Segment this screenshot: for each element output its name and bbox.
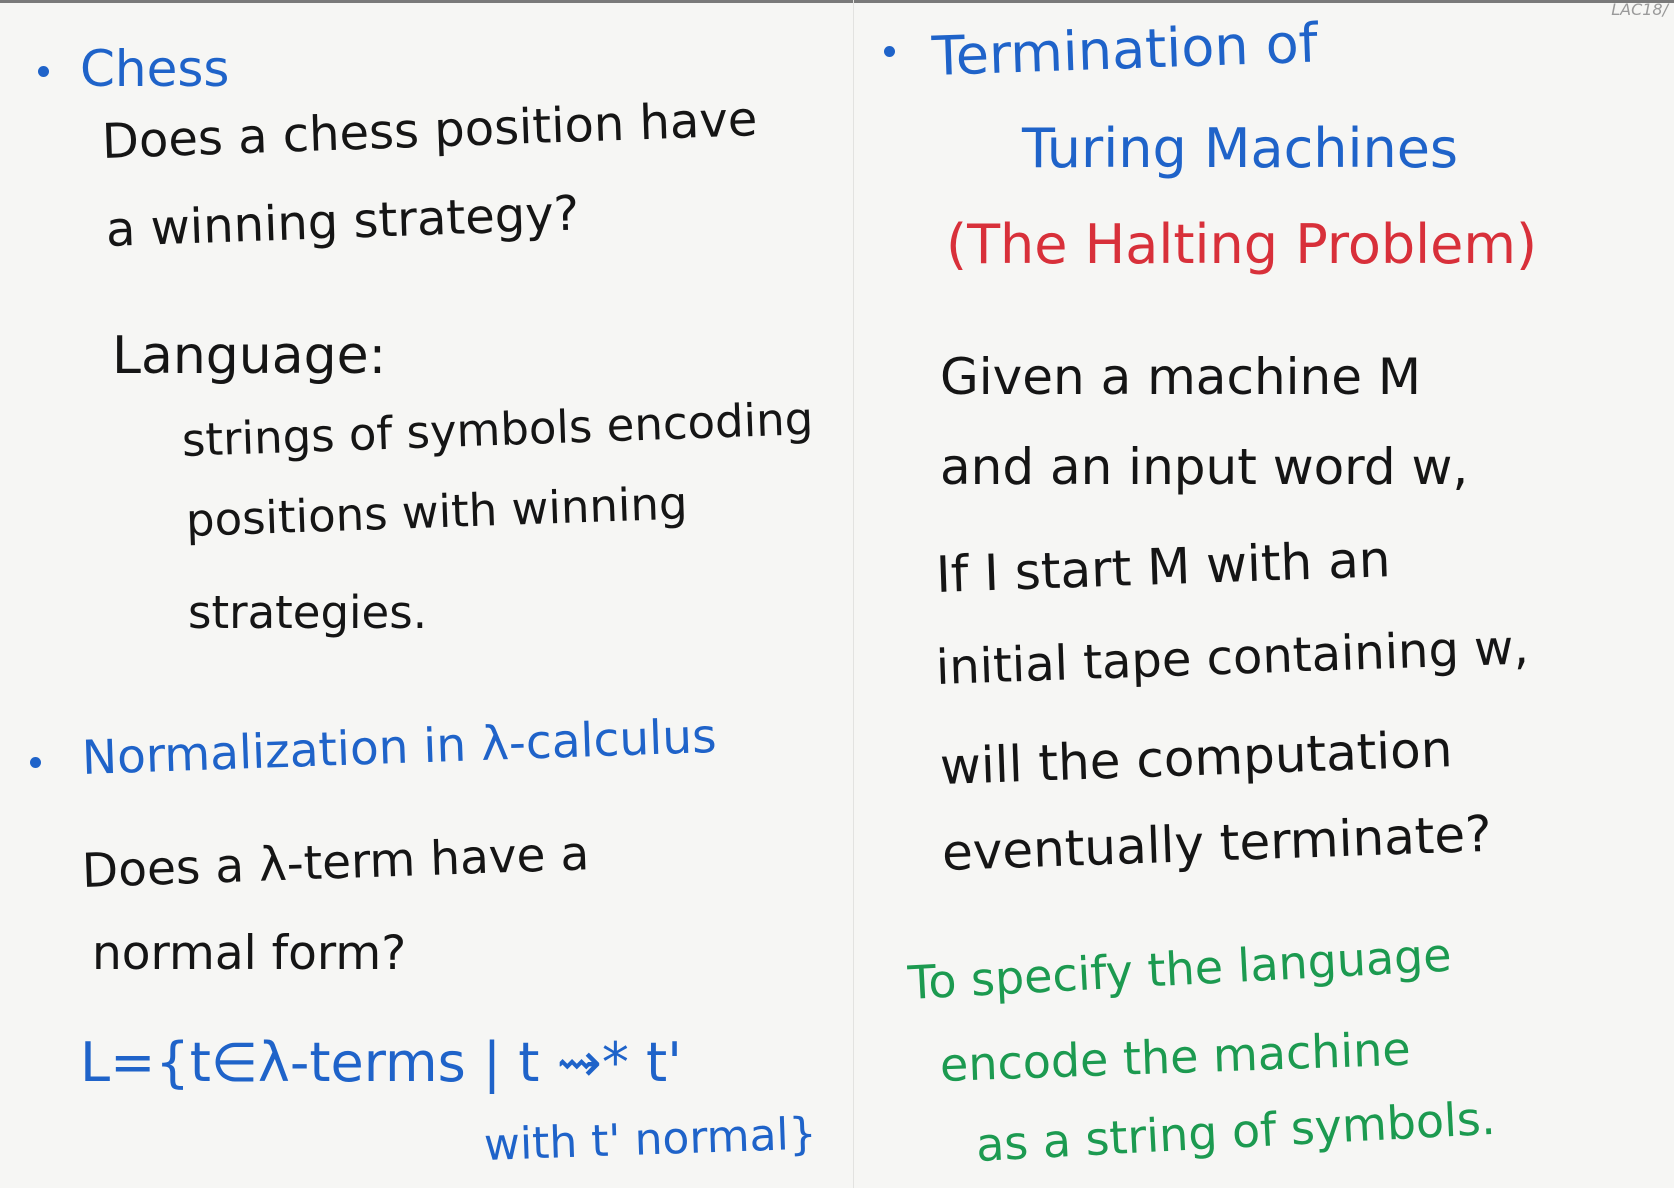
chess-bullet-icon bbox=[38, 66, 49, 77]
chess-language-line3: strategies. bbox=[188, 586, 427, 639]
normalization-question-line1: Does a λ-term have a bbox=[81, 826, 591, 899]
chess-language-label: Language: bbox=[112, 326, 387, 386]
chess-question-line2: a winning strategy? bbox=[105, 185, 580, 258]
normalization-formula-line1: L={t∈λ-terms | t ⇝* t' bbox=[80, 1031, 683, 1094]
top-edge bbox=[0, 0, 1674, 3]
normalization-bullet-icon bbox=[30, 757, 41, 768]
normalization-question-line2: normal form? bbox=[92, 926, 407, 981]
halting-note-line2: encode the machine bbox=[939, 1021, 1412, 1092]
halting-heading-line2: Turing Machines bbox=[1022, 117, 1459, 180]
normalization-heading: Normalization in λ-calculus bbox=[81, 708, 718, 786]
halting-note-line1: To specify the language bbox=[906, 927, 1453, 1010]
halting-body-line4: initial tape containing w, bbox=[935, 619, 1530, 696]
chess-question-line1: Does a chess position have bbox=[101, 91, 759, 170]
halting-body-line6: eventually terminate? bbox=[940, 804, 1493, 882]
halting-body-line5: will the computation bbox=[938, 720, 1454, 796]
chess-language-line1: strings of symbols encoding bbox=[181, 391, 815, 467]
chess-language-line2: positions with winning bbox=[185, 476, 689, 547]
halting-note-line3: as a string of symbols. bbox=[974, 1090, 1497, 1172]
halting-body-line2: and an input word w, bbox=[940, 438, 1469, 496]
halting-bullet-icon bbox=[884, 46, 895, 57]
chess-heading: Chess bbox=[80, 40, 230, 98]
halting-body-line3: If I start M with an bbox=[934, 530, 1392, 604]
halting-heading-line3: (The Halting Problem) bbox=[946, 213, 1538, 276]
normalization-formula-line2: with t' normal} bbox=[483, 1108, 818, 1171]
center-fold-divider bbox=[853, 0, 854, 1188]
halting-body-line1: Given a machine M bbox=[940, 348, 1422, 406]
halting-heading-line1: Termination of bbox=[930, 11, 1319, 88]
page-reference-label: LAC18/ bbox=[1611, 0, 1668, 19]
